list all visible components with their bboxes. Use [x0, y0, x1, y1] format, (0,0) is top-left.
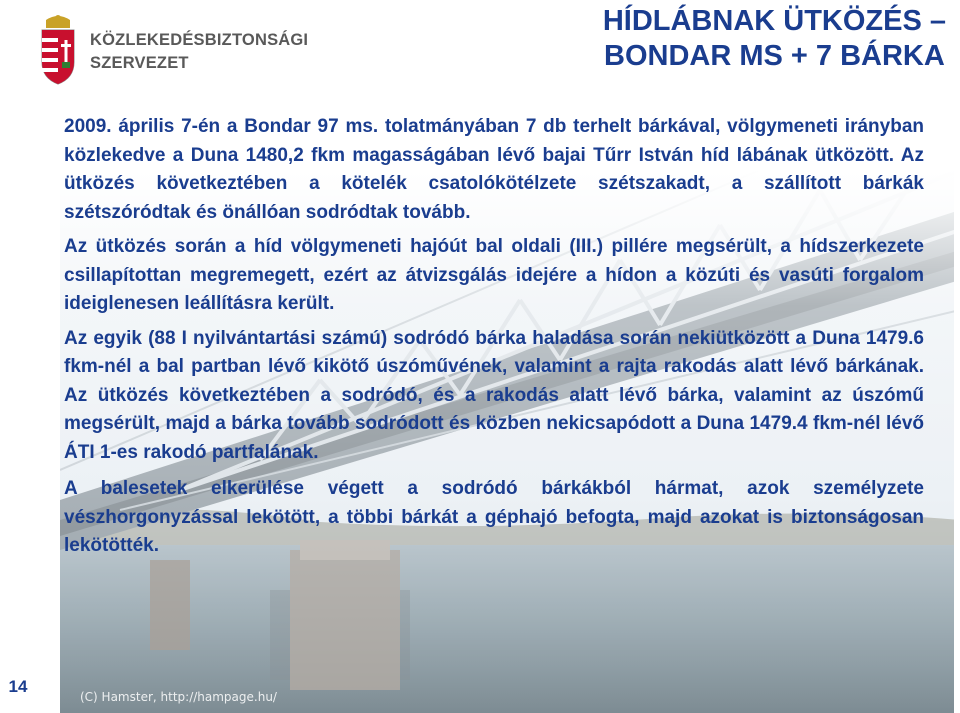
title-line2: BONDAR MS + 7 BÁRKA — [604, 40, 945, 72]
hungarian-crest-icon — [38, 12, 78, 86]
title-line1: HÍDLÁBNAK ÜTKÖZÉS – — [602, 5, 946, 37]
photo-credit: (C) Hamster, http://hampage.hu/ — [80, 690, 277, 704]
paragraph-bridge-damage: Az ütközés során a híd völgymeneti hajóút bal oldali (III.) pillére megsérült, a hídszerkezete csillapítottan megremegett, ezért az átvizsgálás idejére a hídon a közúti és vasúti forgalom ideiglenesen leállításra került. — [64, 236, 924, 314]
org-name-line2: SZERVEZET — [90, 54, 189, 72]
slide-edge — [954, 0, 960, 713]
paragraph-incident: 2009. április 7-én a Bondar 97 ms. tolatmányában 7 db terhelt bárkával, völgymeneti irányban közlekedve a Duna 1480,2 fkm magasságában lévő bajai Tűrr István híd lábának ütközött. Az ütközés következtében a kötelék csatolókötélzete szétszakadt, a szállított bárkák szétszóródtak és önállóan sodródtak tovább. — [64, 116, 924, 223]
org-logo — [36, 6, 309, 86]
paragraph-drifting-barge: Az egyik (88 I nyilvántartási számú) sodródó bárka haladása során nekiütközött a Duna 1479.6 fkm-nél a bal partban lévő kikötő úszóművének, valamint a rajta rakodás alatt lévő bárkának. Az ütközés következtében a sodródó, és a rakodás alatt lévő bárka, valamint az úszómű megsérült, majd a bárka tovább sodródott és közben nekicsapódott a Duna 1479.4 fkm-nél lévő ÁTI 1-es rakodó partfalának. — [64, 327, 924, 463]
page-number: 14 — [0, 660, 36, 713]
org-name-line1: KÖZLEKEDÉSBIZTONSÁGI — [90, 31, 309, 49]
slide-body — [64, 113, 924, 567]
slide-title — [603, 4, 946, 74]
paragraph-prevention: A balesetek elkerülése végett a sodródó bárkákból hármat, azok személyzete vészhorgonyzással lekötött, a többi bárkát a géphajó befogta, majd azokat is biztonságosan lekötötték. — [64, 478, 924, 556]
